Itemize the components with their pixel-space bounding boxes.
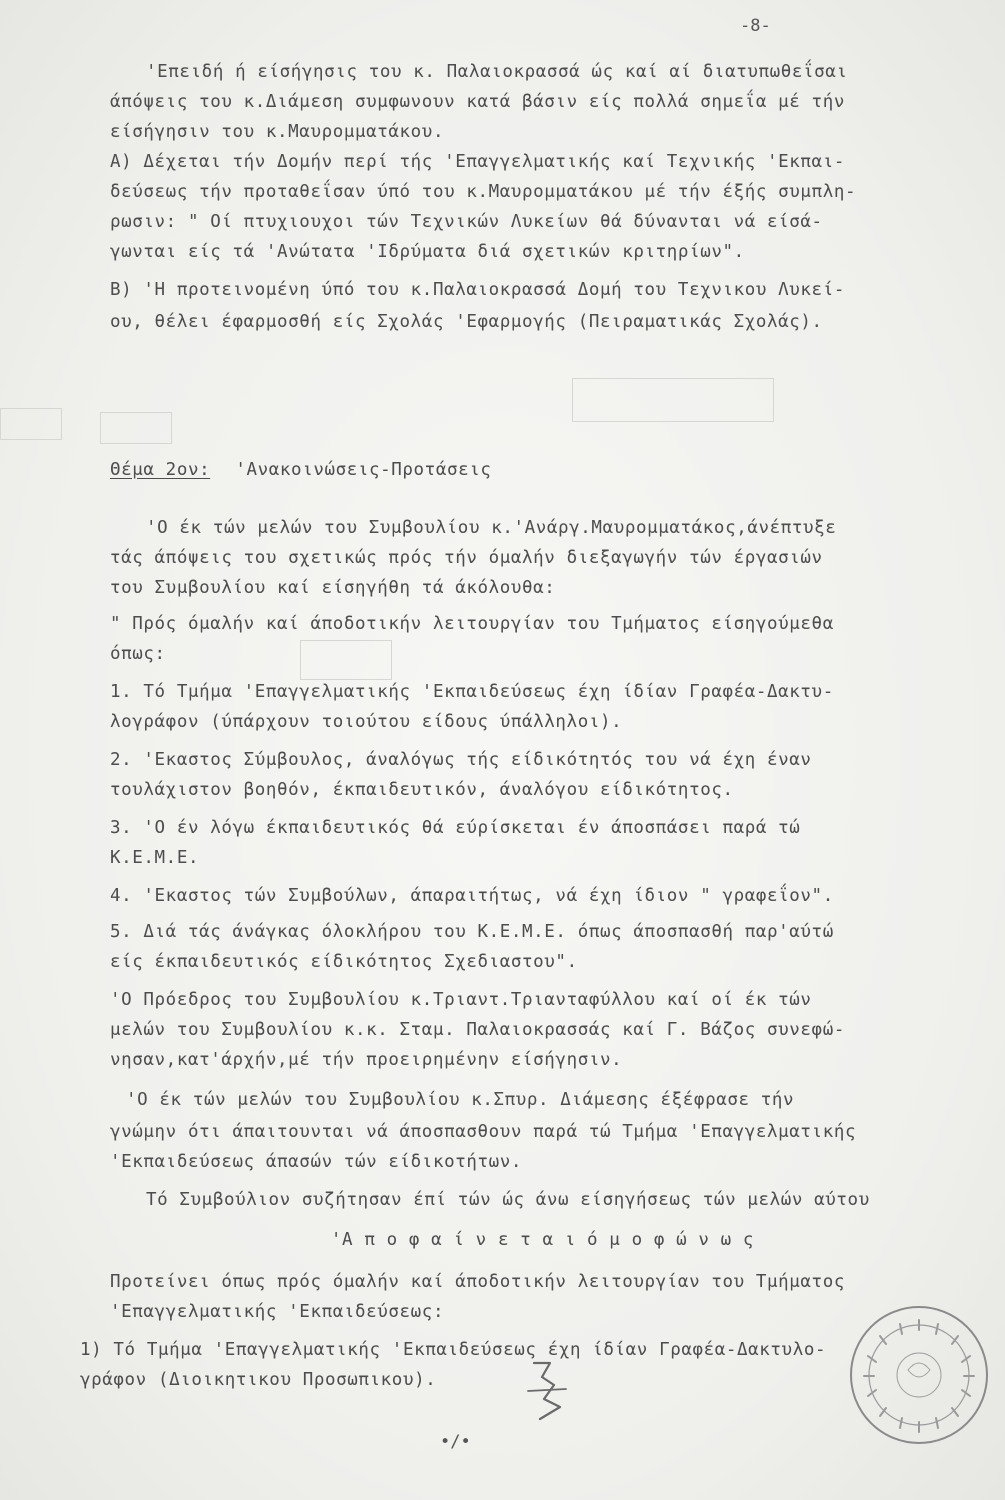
text-line: λογράφον (ύπάρχουν τοιούτου είδους ύπάλληλοι). xyxy=(110,712,623,732)
text-line: 4. 'Εκαστος τών Συμβούλων, άπαραιτήτως, νά έχη ίδιον " γραφεΐον". xyxy=(110,886,834,906)
bleed-box-2 xyxy=(100,412,172,444)
text-line: Β) 'Η προτεινομένη ύπό του κ.Παλαιοκρασσά Δομή του Τεχνικου Λυκεί- xyxy=(110,280,845,300)
topic-heading xyxy=(110,460,492,480)
text-line: 'Εκπαιδεύσεως άπασών τών είδικοτήτων. xyxy=(110,1152,523,1172)
text-line: ου, θέλει έφαρμοσθή είς Σχολάς 'Εφαρμογής (Πειραματικάς Σχολάς). xyxy=(110,312,823,332)
bleed-box-1 xyxy=(0,408,62,440)
text-line: 3. 'Ο έν λόγω έκπαιδευτικός θά εύρίσκεται έν άποσπάσει παρά τώ xyxy=(110,818,801,838)
text-line: 'Ο Πρόεδρος του Συμβουλίου κ.Τριαντ.Τριανταφύλλου καί οί έκ τών xyxy=(110,990,812,1010)
text-line: Τό Συμβούλιον συζήτησαν έπί τών ώς άνω είσηγήσεως τών μελών αύτου xyxy=(146,1190,870,1210)
text-line: γνώμην ότι άπαιτουνται νά άποσπασθουν παρά τώ Τμήμα 'Επαγγελματικής xyxy=(110,1122,857,1142)
text-line: 'Επειδή ή είσήγησις του κ. Παλαιοκρασσά ώς καί αί διατυπωθεΐσαι xyxy=(146,62,848,82)
page-number: -8- xyxy=(740,16,771,36)
text-line: τουλάχιστον βοηθόν, έκπαιδευτικόν, άναλόγου είδικότητος. xyxy=(110,780,734,800)
text-line: νησαν,κατ'άρχήν,μέ τήν προειρημένην είσήγησιν. xyxy=(110,1050,623,1070)
continuation-mark: •/• xyxy=(440,1432,471,1452)
text-line: είς έκπαιδευτικός είδικότητος Σχεδιαστου". xyxy=(110,952,578,972)
text-line: 1) Τό Τμήμα 'Επαγγελματικής 'Εκπαιδεύσεως έχη ίδίαν Γραφέα-Δακτυλο- xyxy=(80,1340,827,1360)
text-line: ρωσιν: " Οί πτυχιουχοι τών Τεχνικών Λυκείων θά δύνανται νά είσά- xyxy=(110,212,823,232)
text-line: 1. Τό Τμήμα 'Επαγγελματικής 'Εκπαιδεύσεως έχη ίδίαν Γραφέα-Δακτυ- xyxy=(110,682,834,702)
text-line: όπως: xyxy=(110,644,166,664)
text-line: μελών του Συμβουλίου κ.κ. Σταμ. Παλαιοκρασσάς καί Γ. Βάζος συνεφώ- xyxy=(110,1020,845,1040)
text-line: γράφον (Διοικητικου Προσωπικου). xyxy=(80,1370,437,1390)
text-line: 'Ο έκ τών μελών του Συμβουλίου κ.Σπυρ. Διάμεσης έξέφρασε τήν xyxy=(126,1090,795,1110)
official-stamp-icon xyxy=(848,1304,990,1446)
bleed-box-3 xyxy=(572,378,774,422)
text-line: " Πρός όμαλήν καί άποδοτικήν λειτουργίαν του Τμήματος είσηγούμεθα xyxy=(110,614,834,634)
text-line: 'Ο έκ τών μελών του Συμβουλίου κ.'Ανάργ.Μαυρομματάκος,άνέπτυξε xyxy=(146,518,837,538)
text-line: γωνται είς τά 'Ανώτατα 'Ιδρύματα διά σχετικών κριτηρίων". xyxy=(110,242,745,262)
topic-label: Θέμα 2ον: xyxy=(110,460,211,480)
topic-title: 'Ανακοινώσεις-Προτάσεις xyxy=(235,460,492,480)
text-line: του Συμβουλίου καί είσηγήθη τά άκόλουθα: xyxy=(110,578,556,598)
signature-mark-icon xyxy=(520,1355,590,1425)
bleed-box-4 xyxy=(300,640,392,680)
text-line: 'Επαγγελματικής 'Εκπαιδεύσεως: xyxy=(110,1302,445,1322)
text-line: τάς άπόψεις του σχετικώς πρός τήν όμαλήν διεξαγωγήν τών έργασιών xyxy=(110,548,823,568)
text-line: 2. 'Εκαστος Σύμβουλος, άναλόγως τής είδικότητός του νά έχη έναν xyxy=(110,750,812,770)
text-line: άπόψεις του κ.Διάμεση συμφωνουν κατά βάσιν είς πολλά σημεΐα μέ τήν xyxy=(110,92,845,112)
text-line: Προτείνει όπως πρός όμαλήν καί άποδοτικήν λειτουργίαν του Τμήματος xyxy=(110,1272,845,1292)
text-line: Α) Δέχεται τήν Δομήν περί τής 'Επαγγελματικής καί Τεχνικής 'Εκπαι- xyxy=(110,152,845,172)
text-line: δεύσεως τήν προταθεΐσαν ύπό του κ.Μαυρομματάκου μέ τήν έξής συμπλη- xyxy=(110,182,857,202)
text-line: 5. Διά τάς άνάγκας όλοκλήρου του Κ.Ε.Μ.Ε. όπως άποσπασθή παρ'αύτώ xyxy=(110,922,834,942)
decision-heading: 'Α π ο φ α ί ν ε τ α ι ό μ ο φ ώ ν ω ς xyxy=(330,1230,755,1250)
text-line: είσήγησιν του κ.Μαυρομματάκου. xyxy=(110,122,445,142)
text-line: Κ.Ε.Μ.Ε. xyxy=(110,848,200,868)
